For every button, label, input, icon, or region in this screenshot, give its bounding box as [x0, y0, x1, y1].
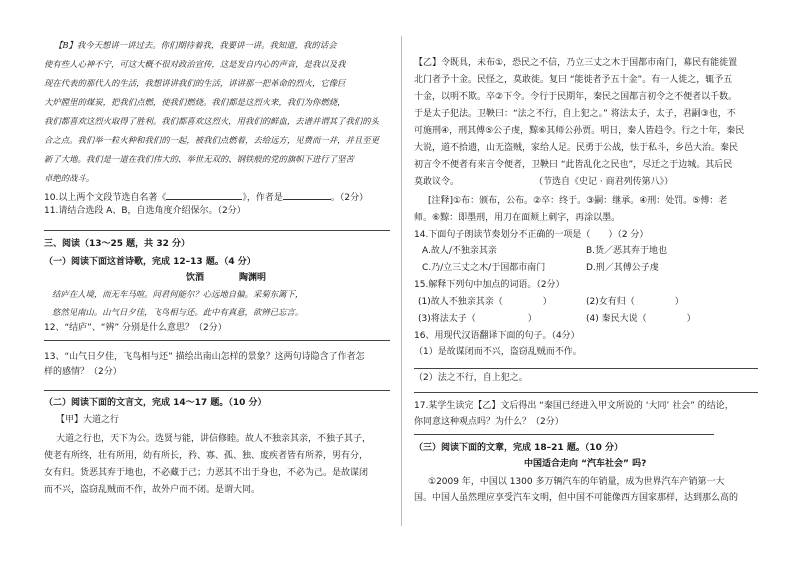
passage-yi-line: 于是太子犯法。卫鞅曰：“法之不行，自上犯之。” 将法太子，太子，君嗣③也，不 [414, 109, 736, 119]
right-column [414, 0, 760, 561]
question-17-line: 17.某学生读完【乙】文后得出 “秦国已经进入甲文所说的 ‘大同’ 社会” 的结论， [414, 401, 734, 411]
answer-line[interactable] [44, 390, 390, 391]
article-line: 国。中国人虽然理应享受汽车文明，但中国不可能像西方国家那样，达到那么高的 [414, 493, 739, 503]
passage-jia-title: 【甲】大道之行 [56, 415, 120, 425]
answer-line[interactable] [414, 368, 758, 369]
subsection-1-title: （一）阅读下面这首诗歌，完成 12–13 题。（4 分） [44, 257, 256, 267]
q15-item-4: (4) 秦民大说（ ） [586, 314, 696, 324]
column-divider [401, 36, 402, 526]
passage-yi-line: 可施刑④，刑其傅⑤公子虔，黥⑥其师公孙贾。明日，秦人皆趋令。行之十年，秦民 [414, 126, 745, 136]
poem-line: 结庐在人境，而无车马喧。问君何能尔？心远地自偏。采菊东篱下， [52, 289, 304, 299]
question-16: 16、用现代汉语翻译下面的句子。（4分） [414, 331, 580, 341]
answer-line[interactable] [44, 340, 390, 341]
passage-jia-line: 大道之行也，天下为公。选贤与能，讲信修睦。故人不独亲其亲，不独子其子， [56, 434, 372, 444]
question-13-line: 13、“山气日夕佳，飞鸟相与还” 描绘出南山怎样的景象？这两句诗隐含了作者怎 [44, 352, 365, 362]
subsection-3-title: （三）阅读下面的文章，完成 18–21 题。（10 分） [414, 443, 623, 453]
passage-yi-line: 北门者予十金。民怪之，莫敢徙。复曰 “能徙者予五十金”。有一人徙之，辄予五 [414, 75, 733, 85]
left-column [44, 0, 394, 561]
passage-b-line: 卓绝的战斗。 [44, 173, 95, 183]
annotation-line: 师。⑥黥：即墨刑，用刀在面颊上刺字，再涂以墨。 [414, 213, 621, 223]
passage-jia-line: 女有归。货恶其弃于地也，不必藏于己；力恶其不出于身也，不必为己。是故谋闭 [44, 468, 369, 478]
section-3-title: 三、阅读（13～25 题，共 32 分） [44, 239, 190, 249]
question-10: 10.以上两个文段节选自名著《 》，作者是 。（2分） [44, 190, 368, 206]
option-c[interactable]: C.乃/立三丈之木/于国都市南门 [422, 263, 546, 273]
passage-b-line: 我们都喜欢这烈火取得了胜利。我们都喜欢这烈火，用我们的鲜血，去谱并谓其了我们的头 [44, 116, 379, 126]
question-15: 15.解释下列句中加点的词语。（2分） [414, 280, 565, 290]
q15-item-1: (1)故人不独亲其亲（ ） [418, 297, 552, 307]
poem-author: 陶渊明 [239, 273, 267, 283]
article-title: 中国适合走向 “汽车社会” 吗? [524, 459, 647, 469]
passage-b-line: 新了大地。我们是一道在我们伟大的、举世无双的、钢铁般的党的旗帜下进行了坚苦 [44, 154, 354, 164]
q15-item-3: (3)将法太子（ ） [418, 314, 537, 324]
passage-yi-line: 初言令不便者有来言令便者，卫鞅曰 “此皆乱化之民也”，尽迁之于边城。其后民 [414, 160, 733, 170]
passage-yi-source: （节选自《史记 · 商君列传第八》） [534, 177, 674, 187]
option-b[interactable]: B.货／恶其弃于地也 [586, 246, 668, 256]
poem-title: 饮酒 [186, 273, 205, 283]
q15-item-2: (2)女有归（ ） [586, 297, 684, 307]
passage-b-line: 大炉膛里的煤炭，把我们点燃，使我们燃烧。我们都是这烈火来，我们为你燃烧， [44, 97, 346, 107]
answer-blank[interactable] [166, 190, 242, 200]
answer-line[interactable] [414, 392, 758, 393]
passage-yi-line: 大说，道不拾遗，山无盗贼，家给人足。民勇于公战，怯于私斗，乡邑大治。秦民 [414, 143, 739, 153]
passage-jia-line: 使老有所终，壮有所用，幼有所长，矜、寡、孤、独、废疾者皆有所养，男有分， [44, 451, 369, 461]
answer-blank[interactable] [283, 190, 331, 200]
question-16-item-1: （1）是故谋闭而不兴，盗窃乱贼而不作。 [414, 347, 582, 357]
passage-yi-line: 十金，以明不欺。卒②下令。令行于民期年，秦民之国都言初令之不便者以千数。 [414, 92, 738, 102]
passage-b-line: 使有些人心神不宁，可这大概不很对政治宣传，这是发自内心的声音，是我以及我 [44, 59, 346, 69]
question-11: 11.请结合选段 A、B，自选角度介绍保尔。（2分） [44, 206, 246, 216]
question-14: 14.下面句子朗读节奏划分不正确的一项是（ ）（2 分） [414, 230, 649, 240]
annotation-line: [注释]①布：颁布，公布。②卒：终于。③嗣：继承。④刑：处罚。⑤傅：老 [428, 196, 728, 206]
subsection-2-title: （二）阅读下面的文言文，完成 14～17 题。（10 分） [44, 398, 267, 408]
question-13-line: 样的感情？（2分） [44, 367, 122, 377]
passage-b-line: 现在代表的那代人的生活，我想讲讲我们的生活，讲讲那一把革命的烈火，它像巨 [44, 78, 346, 88]
article-line: ①2009 年，中国以 1300 多万辆汽车的年销量，成为世界汽车产销第一大 [428, 477, 725, 487]
option-a[interactable]: A.故人/不独亲其亲 [422, 246, 497, 256]
question-17-line: 你同意这种观点吗？为什么？（2分） [414, 417, 564, 427]
question-12: 12、“结庐”、“辨” 分别是什么意思？（2分） [44, 323, 227, 333]
option-d[interactable]: D.刑／其傅公子虔 [586, 263, 659, 273]
passage-b-line: 合之点。我们举一粒火种和我们的一起，被我们点燃着，去给远方，见费而一并，并且至更 [44, 135, 379, 145]
answer-line[interactable] [44, 230, 390, 231]
question-16-item-2: （2）法之不行，自上犯之。 [414, 373, 528, 383]
passage-yi-line: 【乙】令既具，未布①，恐民之不信，乃立三丈之木于国都市南门，募民有能徙置 [414, 58, 738, 68]
answer-line[interactable] [414, 434, 714, 435]
poem-line: 悠然见南山。山气日夕佳，飞鸟相与还。此中有真意，欲辨已忘言。 [52, 307, 304, 317]
passage-b-line: 【B】我今天想讲一讲过去。你们期待着我，我要讲一讲。我知道，我的话会 [54, 40, 337, 50]
passage-yi-line: 莫敢议令。 [414, 177, 460, 187]
passage-jia-line: 而不兴，盗窃乱贼而不作，故外户而不闭。是谓大同。 [44, 485, 261, 495]
